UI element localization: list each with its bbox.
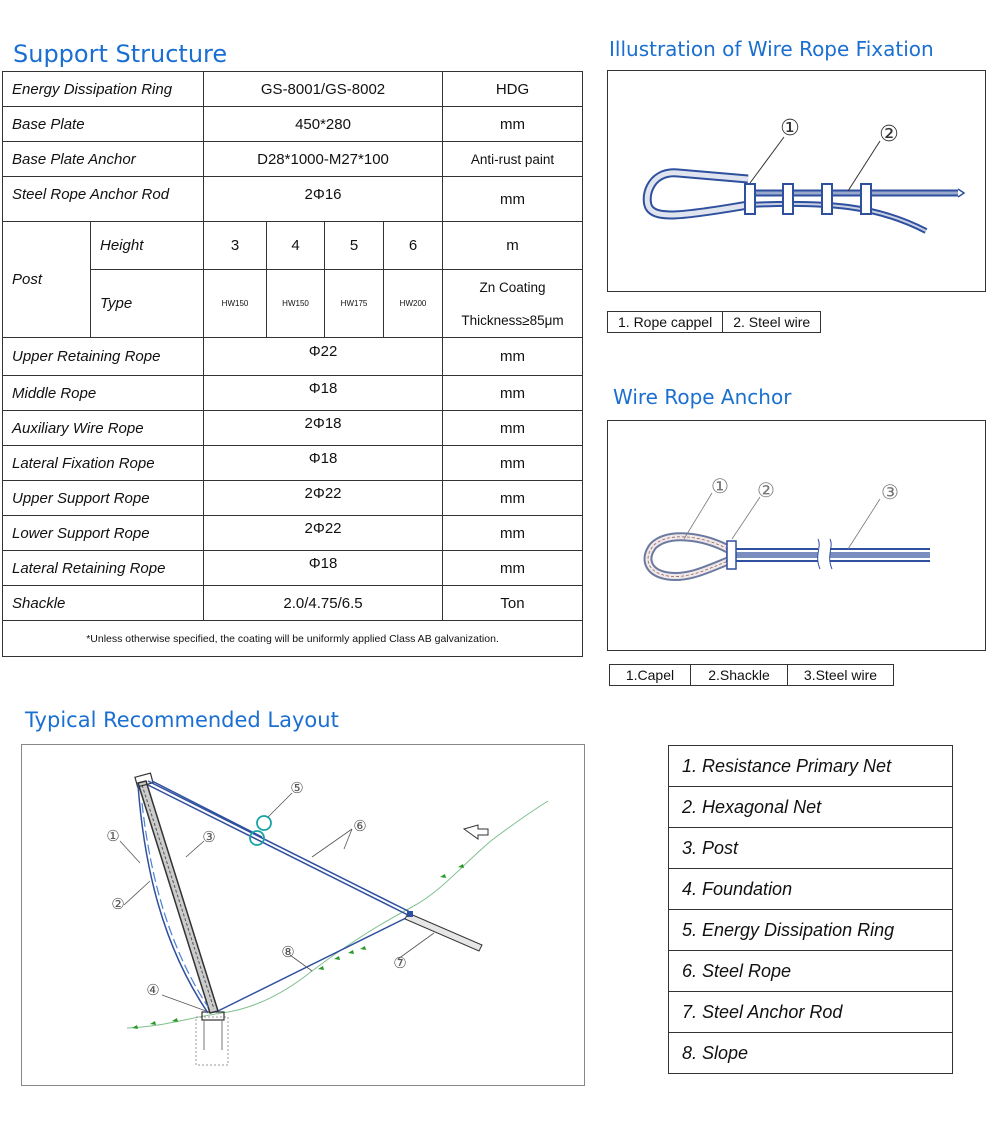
wire-rope-fixation-heading: Illustration of Wire Rope Fixation: [609, 37, 934, 61]
row-unit: mm: [443, 338, 583, 376]
zn-coating-text: Zn Coating: [479, 279, 546, 295]
layout-callout-7: ⑦: [393, 954, 407, 972]
list-item: [669, 787, 953, 828]
type-value: HW200: [384, 270, 443, 338]
table-row: [3, 142, 583, 177]
row-label: Shackle: [3, 586, 204, 621]
height-value: 3: [204, 222, 267, 270]
list-item: [669, 951, 953, 992]
anchor-rod-drawing: [405, 911, 482, 951]
row-value: GS-8001/GS-8002: [204, 72, 443, 107]
table-row: [3, 446, 583, 481]
key-item: 2. Hexagonal Net: [669, 787, 953, 828]
note-row: [3, 621, 583, 657]
table-row: [3, 551, 583, 586]
row-value: 2Φ18: [204, 411, 443, 446]
legend-capel: 1.Capel: [610, 665, 691, 686]
layout-callout-1: ①: [106, 827, 120, 845]
steel-rope-lines: [148, 781, 412, 1011]
callout-2: ②: [757, 478, 775, 502]
slope-markers: [132, 864, 464, 1029]
table-row: [3, 72, 583, 107]
row-unit: Ton: [443, 586, 583, 621]
row-label: Base Plate Anchor: [3, 142, 204, 177]
row-label: Auxiliary Wire Rope: [3, 411, 204, 446]
row-label: Upper Retaining Rope: [3, 338, 204, 376]
wire-rope-anchor-illustration: [607, 420, 986, 651]
height-value: 5: [325, 222, 384, 270]
callout-1: ①: [780, 116, 800, 141]
row-label: Lower Support Rope: [3, 516, 204, 551]
row-label: Base Plate: [3, 107, 204, 142]
fixation-legend: [607, 311, 821, 333]
capel-drawing: [648, 537, 728, 577]
row-value: Φ18: [204, 551, 443, 586]
shackle-drawing: [727, 541, 736, 569]
post-label: Post: [3, 222, 91, 338]
callout-1: ①: [711, 474, 729, 498]
layout-callout-3: ③: [202, 828, 216, 846]
height-label: Height: [91, 222, 204, 270]
row-value: 2Φ22: [204, 516, 443, 551]
height-unit: m: [443, 222, 583, 270]
layout-component-key: [668, 745, 953, 1074]
type-value: HW150: [204, 270, 267, 338]
legend-shackle: 2.Shackle: [691, 665, 788, 686]
table-row: [3, 107, 583, 142]
list-item: [669, 1033, 953, 1074]
list-item: [669, 828, 953, 869]
legend-steel-wire: 3.Steel wire: [788, 665, 894, 686]
row-label: Steel Rope Anchor Rod: [3, 177, 204, 222]
row-value: 450*280: [204, 107, 443, 142]
layout-callout-6: ⑥: [353, 817, 367, 835]
wire-rope-fixation-illustration: [607, 70, 986, 292]
layout-callout-5: ⑤: [290, 779, 304, 797]
type-value: HW175: [325, 270, 384, 338]
typical-layout-illustration: [21, 744, 585, 1086]
callout-3: ③: [881, 480, 899, 504]
typical-layout-heading: Typical Recommended Layout: [25, 708, 339, 732]
row-value: Φ18: [204, 376, 443, 411]
list-item: [669, 992, 953, 1033]
table-row: [3, 481, 583, 516]
arrow-left-icon: [464, 825, 488, 839]
support-structure-heading: Support Structure: [13, 40, 228, 68]
list-item: [669, 910, 953, 951]
list-item: [669, 869, 953, 910]
table-row: [3, 338, 583, 376]
row-label: Lateral Retaining Rope: [3, 551, 204, 586]
row-unit: mm: [443, 376, 583, 411]
row-label: Energy Dissipation Ring: [3, 72, 204, 107]
table-row: [3, 516, 583, 551]
type-unit: [443, 270, 583, 338]
height-value: 4: [267, 222, 325, 270]
key-item: 4. Foundation: [669, 869, 953, 910]
row-label: Upper Support Rope: [3, 481, 204, 516]
energy-ring-upper: [257, 816, 271, 830]
support-structure-table: [2, 71, 583, 657]
post-height-row: [3, 222, 583, 270]
row-unit: mm: [443, 516, 583, 551]
row-unit: mm: [443, 107, 583, 142]
row-unit: mm: [443, 551, 583, 586]
row-unit: mm: [443, 411, 583, 446]
row-value: 2.0/4.75/6.5: [204, 586, 443, 621]
callout-line-1: [684, 493, 712, 539]
table-row: [3, 376, 583, 411]
layout-callout-4: ④: [146, 981, 160, 999]
primary-net-line: [138, 785, 208, 1013]
callout-line-3: [848, 499, 880, 549]
type-value: HW150: [267, 270, 325, 338]
legend-rope-cappel: 1. Rope cappel: [608, 312, 723, 333]
steel-wire-drawing: [748, 189, 964, 231]
row-unit: mm: [443, 481, 583, 516]
callout-2: ②: [879, 122, 899, 147]
row-label: Lateral Fixation Rope: [3, 446, 204, 481]
legend-steel-wire: 2. Steel wire: [723, 312, 821, 333]
rope-cappel-drawing: [647, 173, 748, 215]
row-label: Middle Rope: [3, 376, 204, 411]
list-item: [669, 746, 953, 787]
table-row: [3, 586, 583, 621]
row-value: D28*1000-M27*100: [204, 142, 443, 177]
row-unit: mm: [443, 446, 583, 481]
type-label: Type: [91, 270, 204, 338]
row-unit: Anti-rust paint: [443, 142, 583, 177]
anchor-steel-wire-drawing: [726, 539, 930, 569]
key-item: 6. Steel Rope: [669, 951, 953, 992]
row-unit: mm: [443, 177, 583, 222]
layout-callout-2: ②: [111, 895, 125, 913]
anchor-legend: [609, 664, 894, 686]
layout-callout-8: ⑧: [281, 943, 295, 961]
key-item: 8. Slope: [669, 1033, 953, 1074]
layout-callout-lines: [120, 793, 434, 1011]
row-value: Φ18: [204, 446, 443, 481]
callout-line-1: [750, 137, 784, 183]
thickness-text: Thickness≥85μm: [461, 312, 564, 328]
table-row: [3, 411, 583, 446]
foundation-drawing: [196, 1012, 228, 1065]
row-value: 2Φ16: [204, 177, 443, 222]
galvanization-note: *Unless otherwise specified, the coating will be uniformly applied Class AB galvanization.: [3, 621, 583, 657]
key-item: 7. Steel Anchor Rod: [669, 992, 953, 1033]
table-row: [3, 177, 583, 222]
height-value: 6: [384, 222, 443, 270]
row-unit: HDG: [443, 72, 583, 107]
wire-rope-anchor-heading: Wire Rope Anchor: [613, 385, 792, 409]
key-item: 3. Post: [669, 828, 953, 869]
key-item: 5. Energy Dissipation Ring: [669, 910, 953, 951]
callout-line-2: [732, 497, 760, 539]
row-value: Φ22: [204, 338, 443, 376]
key-item: 1. Resistance Primary Net: [669, 746, 953, 787]
row-value: 2Φ22: [204, 481, 443, 516]
